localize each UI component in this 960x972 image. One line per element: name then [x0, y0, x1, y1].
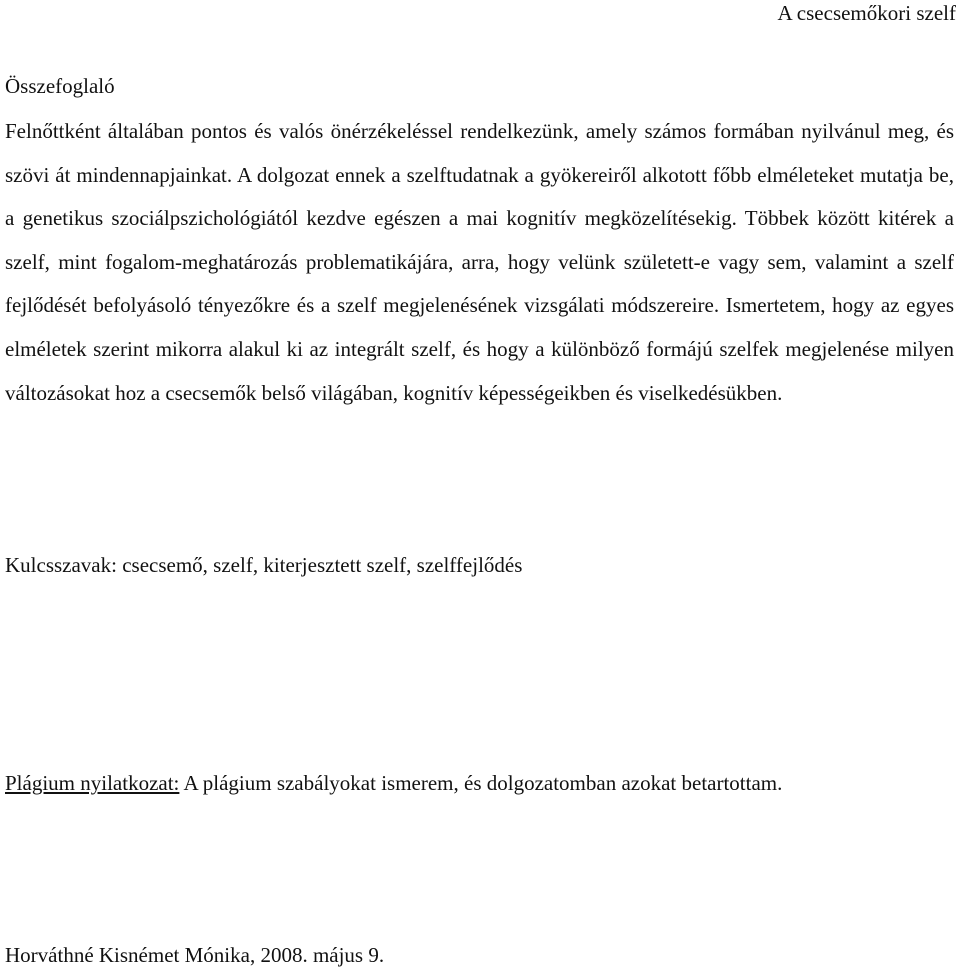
keywords-line: Kulcsszavak: csecsemő, szelf, kiterjesztett szelf, szelffejlődés	[5, 553, 523, 577]
author-signature-line: Horváthné Kisnémet Mónika, 2008. május 9.	[5, 943, 385, 967]
plagiarism-statement	[5, 770, 782, 796]
plagiarism-label: Plágium nyilatkozat:	[5, 771, 180, 795]
plagiarism-text: A plágium szabályokat ismerem, és dolgozatomban azokat betartottam.	[179, 771, 783, 795]
summary-heading: Összefoglaló	[5, 74, 115, 98]
running-header: A csecsemőkori szelf	[777, 1, 956, 25]
summary-paragraph: Felnőttként általában pontos és valós önérzékeléssel rendelkezünk, amely számos formában nyilvánul meg, és szövi át mindennapjainkat. A dolgozat ennek a szelftudatnak a gyökereiről alkotott főbb elméleteket mutatja be, a genetikus szociálpszichológiától kezdve egészen a mai kognitív megközelítésekig. Többek között kitérek a szelf, mint fogalom-meghatározás problematikájára, arra, hogy velünk született-e vagy sem, valamint a szelf fejlődését befolyásoló tényezőkre és a szelf megjelenésének vizsgálati módszereire. Ismertetem, hogy az egyes elméletek szerint mikorra alakul ki az integrált szelf, és hogy a különböző formájú szelfek megjelenése milyen változásokat hoz a csecsemők belső világában, kognitív képességeikben és viselkedésükben.	[5, 119, 954, 405]
